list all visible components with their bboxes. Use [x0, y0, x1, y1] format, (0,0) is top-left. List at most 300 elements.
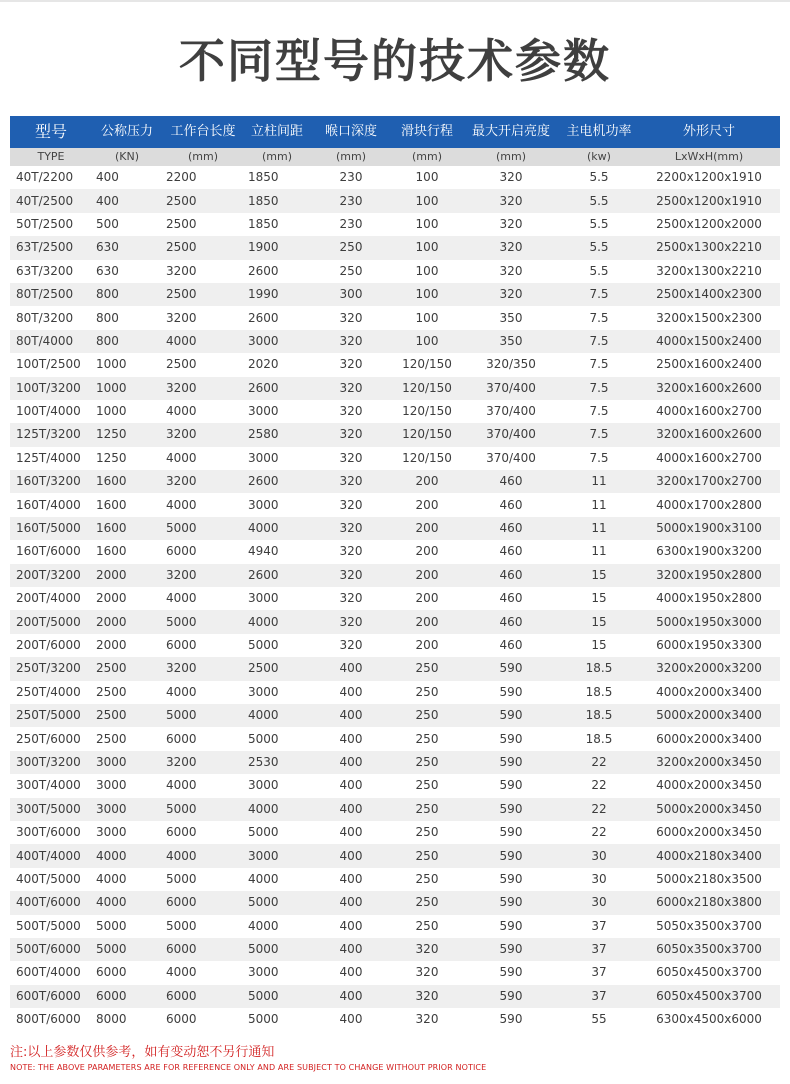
header-max-open-height: 最大开启亮度 [471, 124, 550, 139]
cell-table-length: 4000 [166, 333, 197, 348]
unit-slider-stroke: (mm) [411, 150, 442, 163]
cell-column-spacing: 2600 [248, 380, 279, 395]
cell-model: 300T/4000 [16, 778, 81, 793]
cell-table-length: 2500 [166, 357, 197, 372]
cell-throat-depth: 320 [339, 474, 363, 489]
cell-slider-stroke: 200 [415, 591, 439, 606]
cell-dimensions: 2500x1200x2000 [656, 216, 762, 231]
cell-slider-stroke: 200 [415, 614, 439, 629]
cell-table-length: 2200 [166, 170, 197, 185]
cell-throat-depth: 320 [339, 544, 363, 559]
cell-model: 400T/6000 [16, 895, 81, 910]
cell-dimensions: 6050x3500x3700 [656, 942, 762, 957]
cell-pressure: 1600 [96, 521, 127, 536]
unit-max-open-height: (mm) [495, 150, 526, 163]
cell-motor-power: 37 [591, 942, 607, 957]
cell-pressure: 2500 [96, 708, 127, 723]
footnote-english: NOTE: THE ABOVE PARAMETERS ARE FOR REFERENCE ONLY AND ARE SUBJECT TO CHANGE WITHOUT PRIOR NOTICE [10, 1063, 487, 1072]
top-divider [0, 0, 790, 2]
cell-throat-depth: 400 [339, 778, 363, 793]
table-row [10, 1008, 780, 1031]
cell-max-open-height: 590 [499, 661, 523, 676]
cell-throat-depth: 320 [339, 591, 363, 606]
cell-table-length: 3200 [166, 380, 197, 395]
cell-table-length: 3200 [166, 567, 197, 582]
cell-column-spacing: 2580 [248, 427, 279, 442]
cell-pressure: 3000 [96, 754, 127, 769]
spec-table [10, 116, 780, 1031]
cell-column-spacing: 1900 [248, 240, 279, 255]
cell-motor-power: 22 [591, 825, 607, 840]
cell-slider-stroke: 120/150 [402, 427, 452, 442]
cell-dimensions: 6000x2000x3400 [656, 731, 762, 746]
cell-table-length: 5000 [166, 918, 197, 933]
table-row [10, 353, 780, 376]
cell-dimensions: 2500x1600x2400 [656, 357, 762, 372]
cell-throat-depth: 400 [339, 871, 363, 886]
cell-throat-depth: 400 [339, 848, 363, 863]
cell-dimensions: 2200x1200x1910 [656, 170, 762, 185]
cell-motor-power: 7.5 [589, 380, 609, 395]
table-row [10, 891, 780, 914]
cell-throat-depth: 400 [339, 731, 363, 746]
cell-slider-stroke: 250 [415, 731, 439, 746]
cell-model: 100T/2500 [16, 357, 81, 372]
cell-table-length: 4000 [166, 684, 197, 699]
cell-pressure: 2000 [96, 591, 127, 606]
cell-motor-power: 7.5 [589, 427, 609, 442]
cell-model: 125T/4000 [16, 450, 81, 465]
cell-throat-depth: 400 [339, 708, 363, 723]
cell-dimensions: 3200x1600x2600 [656, 427, 762, 442]
cell-dimensions: 4000x2000x3450 [656, 778, 762, 793]
cell-table-length: 2500 [166, 216, 197, 231]
cell-throat-depth: 400 [339, 918, 363, 933]
cell-throat-depth: 320 [339, 497, 363, 512]
cell-throat-depth: 400 [339, 754, 363, 769]
header-nominal-pressure: 公称压力 [100, 124, 153, 139]
cell-throat-depth: 320 [339, 333, 363, 348]
cell-slider-stroke: 250 [415, 848, 439, 863]
cell-dimensions: 3200x1700x2700 [656, 474, 762, 489]
cell-motor-power: 11 [591, 474, 607, 489]
table-row [10, 540, 780, 563]
table-row [10, 400, 780, 423]
cell-pressure: 6000 [96, 965, 127, 980]
cell-model: 100T/4000 [16, 404, 81, 419]
cell-model: 300T/5000 [16, 801, 81, 816]
cell-max-open-height: 590 [499, 848, 523, 863]
cell-column-spacing: 3000 [248, 404, 279, 419]
cell-motor-power: 11 [591, 544, 607, 559]
cell-slider-stroke: 100 [415, 170, 439, 185]
table-row [10, 657, 780, 680]
cell-motor-power: 5.5 [589, 263, 609, 278]
cell-pressure: 400 [96, 170, 119, 185]
cell-column-spacing: 1990 [248, 287, 279, 302]
cell-slider-stroke: 250 [415, 778, 439, 793]
cell-column-spacing: 2500 [248, 661, 279, 676]
cell-slider-stroke: 120/150 [402, 380, 452, 395]
cell-table-length: 4000 [166, 591, 197, 606]
cell-column-spacing: 2600 [248, 474, 279, 489]
cell-model: 250T/4000 [16, 684, 81, 699]
table-row [10, 961, 780, 984]
cell-motor-power: 7.5 [589, 310, 609, 325]
cell-pressure: 5000 [96, 918, 127, 933]
table-row [10, 587, 780, 610]
cell-column-spacing: 4000 [248, 801, 279, 816]
cell-motor-power: 11 [591, 521, 607, 536]
cell-throat-depth: 400 [339, 965, 363, 980]
cell-column-spacing: 5000 [248, 988, 279, 1003]
header-motor-power: 主电机功率 [566, 124, 632, 139]
table-row [10, 330, 780, 353]
table-row [10, 470, 780, 493]
cell-slider-stroke: 100 [415, 263, 439, 278]
cell-model: 40T/2200 [16, 170, 74, 185]
cell-table-length: 2500 [166, 193, 197, 208]
table-unit-row [10, 148, 780, 166]
cell-slider-stroke: 250 [415, 918, 439, 933]
cell-max-open-height: 590 [499, 684, 523, 699]
cell-dimensions: 6000x2000x3450 [656, 825, 762, 840]
cell-model: 80T/2500 [16, 287, 74, 302]
cell-max-open-height: 320 [499, 263, 523, 278]
cell-slider-stroke: 250 [415, 684, 439, 699]
header-table-length: 工作台长度 [170, 124, 236, 139]
cell-dimensions: 6050x4500x3700 [656, 965, 762, 980]
cell-dimensions: 3200x2000x3200 [656, 661, 762, 676]
cell-dimensions: 5000x1900x3100 [656, 521, 762, 536]
cell-dimensions: 4000x1600x2700 [656, 404, 762, 419]
cell-table-length: 6000 [166, 1012, 197, 1027]
cell-table-length: 5000 [166, 801, 197, 816]
cell-throat-depth: 320 [339, 310, 363, 325]
table-row [10, 306, 780, 329]
table-row [10, 493, 780, 516]
cell-model: 80T/4000 [16, 333, 74, 348]
cell-table-length: 4000 [166, 965, 197, 980]
cell-max-open-height: 320 [499, 216, 523, 231]
cell-max-open-height: 590 [499, 895, 523, 910]
cell-model: 80T/3200 [16, 310, 74, 325]
table-body [10, 166, 780, 1031]
cell-column-spacing: 5000 [248, 825, 279, 840]
cell-throat-depth: 230 [339, 170, 363, 185]
cell-pressure: 5000 [96, 942, 127, 957]
cell-column-spacing: 2600 [248, 263, 279, 278]
cell-column-spacing: 1850 [248, 216, 279, 231]
cell-slider-stroke: 250 [415, 801, 439, 816]
cell-slider-stroke: 100 [415, 333, 439, 348]
cell-pressure: 8000 [96, 1012, 127, 1027]
cell-table-length: 2500 [166, 287, 197, 302]
cell-motor-power: 30 [591, 871, 607, 886]
cell-slider-stroke: 250 [415, 895, 439, 910]
cell-model: 250T/3200 [16, 661, 81, 676]
cell-table-length: 5000 [166, 708, 197, 723]
cell-column-spacing: 2600 [248, 310, 279, 325]
cell-max-open-height: 320 [499, 193, 523, 208]
cell-column-spacing: 3000 [248, 684, 279, 699]
cell-column-spacing: 5000 [248, 638, 279, 652]
cell-model: 600T/4000 [16, 965, 81, 980]
cell-motor-power: 7.5 [589, 450, 609, 465]
table-row [10, 166, 780, 189]
cell-slider-stroke: 320 [415, 942, 439, 957]
cell-model: 160T/6000 [16, 544, 81, 559]
cell-model: 500T/5000 [16, 918, 81, 933]
cell-throat-depth: 400 [339, 801, 363, 816]
cell-model: 200T/5000 [16, 614, 81, 629]
cell-model: 600T/6000 [16, 988, 81, 1003]
table-row [10, 423, 780, 446]
cell-table-length: 6000 [166, 942, 197, 957]
header-column-spacing: 立柱间距 [250, 124, 303, 139]
table-row [10, 189, 780, 212]
table-row [10, 938, 780, 961]
cell-throat-depth: 320 [339, 638, 363, 652]
table-row [10, 704, 780, 727]
cell-dimensions: 3200x1500x2300 [656, 310, 762, 325]
cell-motor-power: 18.5 [585, 708, 613, 723]
cell-max-open-height: 320/350 [486, 357, 536, 372]
table-row [10, 844, 780, 867]
cell-pressure: 4000 [96, 895, 127, 910]
cell-model: 500T/6000 [16, 942, 81, 957]
cell-column-spacing: 2020 [248, 357, 279, 372]
cell-throat-depth: 320 [339, 450, 363, 465]
cell-pressure: 3000 [96, 825, 127, 840]
cell-table-length: 2500 [166, 240, 197, 255]
cell-max-open-height: 460 [499, 497, 523, 512]
cell-pressure: 2500 [96, 731, 127, 746]
cell-max-open-height: 460 [499, 521, 523, 536]
cell-pressure: 630 [96, 263, 119, 278]
cell-max-open-height: 320 [499, 240, 523, 255]
cell-motor-power: 7.5 [589, 287, 609, 302]
table-row [10, 681, 780, 704]
cell-slider-stroke: 120/150 [402, 450, 452, 465]
cell-model: 63T/3200 [16, 263, 74, 278]
cell-column-spacing: 3000 [248, 965, 279, 980]
cell-throat-depth: 400 [339, 988, 363, 1003]
cell-table-length: 5000 [166, 614, 197, 629]
cell-table-length: 3200 [166, 661, 197, 676]
cell-table-length: 6000 [166, 544, 197, 559]
cell-table-length: 6000 [166, 895, 197, 910]
cell-dimensions: 2500x1200x1910 [656, 193, 762, 208]
cell-table-length: 6000 [166, 825, 197, 840]
cell-max-open-height: 370/400 [486, 380, 536, 395]
cell-table-length: 4000 [166, 450, 197, 465]
cell-motor-power: 7.5 [589, 333, 609, 348]
cell-max-open-height: 590 [499, 708, 523, 723]
cell-motor-power: 7.5 [589, 404, 609, 419]
cell-table-length: 6000 [166, 638, 197, 652]
cell-model: 160T/5000 [16, 521, 81, 536]
cell-throat-depth: 400 [339, 684, 363, 699]
unit-motor-power: (kw) [587, 150, 611, 163]
cell-motor-power: 37 [591, 965, 607, 980]
cell-motor-power: 22 [591, 778, 607, 793]
cell-slider-stroke: 200 [415, 638, 439, 652]
table-row [10, 260, 780, 283]
cell-pressure: 6000 [96, 988, 127, 1003]
cell-table-length: 3200 [166, 310, 197, 325]
cell-column-spacing: 3000 [248, 778, 279, 793]
cell-max-open-height: 460 [499, 474, 523, 489]
cell-slider-stroke: 200 [415, 544, 439, 559]
cell-throat-depth: 400 [339, 825, 363, 840]
cell-table-length: 4000 [166, 778, 197, 793]
cell-model: 125T/3200 [16, 427, 81, 442]
table-row [10, 377, 780, 400]
cell-dimensions: 5000x2000x3400 [656, 708, 762, 723]
cell-column-spacing: 3000 [248, 848, 279, 863]
cell-column-spacing: 1850 [248, 193, 279, 208]
table-row [10, 447, 780, 470]
cell-dimensions: 2500x1400x2300 [656, 287, 762, 302]
cell-max-open-height: 590 [499, 1012, 523, 1027]
cell-slider-stroke: 250 [415, 871, 439, 886]
cell-motor-power: 22 [591, 801, 607, 816]
cell-table-length: 5000 [166, 521, 197, 536]
cell-column-spacing: 5000 [248, 1012, 279, 1027]
unit-pressure: (KN) [114, 150, 140, 163]
cell-throat-depth: 400 [339, 942, 363, 957]
cell-slider-stroke: 250 [415, 708, 439, 723]
cell-max-open-height: 460 [499, 544, 523, 559]
cell-dimensions: 4000x1600x2700 [656, 450, 762, 465]
cell-max-open-height: 460 [499, 567, 523, 582]
cell-motor-power: 15 [591, 591, 607, 606]
cell-pressure: 1600 [96, 497, 127, 512]
cell-throat-depth: 250 [339, 240, 363, 255]
cell-table-length: 3200 [166, 263, 197, 278]
cell-motor-power: 15 [591, 567, 607, 582]
table-row [10, 283, 780, 306]
cell-model: 40T/2500 [16, 193, 74, 208]
cell-slider-stroke: 250 [415, 754, 439, 769]
cell-pressure: 2000 [96, 638, 127, 652]
table-row [10, 634, 780, 657]
cell-model: 200T/6000 [16, 638, 81, 652]
unit-column-spacing: (mm) [261, 150, 292, 163]
unit-throat-depth: (mm) [335, 150, 366, 163]
cell-table-length: 3200 [166, 474, 197, 489]
cell-table-length: 6000 [166, 988, 197, 1003]
cell-pressure: 1000 [96, 404, 127, 419]
cell-motor-power: 5.5 [589, 216, 609, 231]
cell-model: 250T/5000 [16, 708, 81, 723]
cell-dimensions: 5000x2180x3500 [656, 871, 762, 886]
cell-max-open-height: 590 [499, 731, 523, 746]
cell-dimensions: 3200x1300x2210 [656, 263, 762, 278]
cell-pressure: 1000 [96, 380, 127, 395]
cell-dimensions: 3200x1600x2600 [656, 380, 762, 395]
cell-throat-depth: 320 [339, 427, 363, 442]
cell-dimensions: 6300x1900x3200 [656, 544, 762, 559]
cell-table-length: 4000 [166, 404, 197, 419]
cell-max-open-height: 460 [499, 614, 523, 629]
cell-pressure: 3000 [96, 778, 127, 793]
page-title: 不同型号的技术参数 [179, 34, 611, 88]
cell-column-spacing: 4940 [248, 544, 279, 559]
cell-slider-stroke: 200 [415, 567, 439, 582]
cell-model: 200T/4000 [16, 591, 81, 606]
cell-motor-power: 37 [591, 918, 607, 933]
cell-pressure: 2500 [96, 661, 127, 676]
header-throat-depth: 喉口深度 [324, 124, 377, 139]
cell-motor-power: 11 [591, 497, 607, 512]
cell-max-open-height: 590 [499, 942, 523, 957]
cell-column-spacing: 5000 [248, 895, 279, 910]
cell-model: 300T/3200 [16, 754, 81, 769]
cell-table-length: 3200 [166, 427, 197, 442]
cell-column-spacing: 4000 [248, 918, 279, 933]
cell-pressure: 630 [96, 240, 119, 255]
cell-throat-depth: 320 [339, 357, 363, 372]
cell-slider-stroke: 200 [415, 474, 439, 489]
unit-model: TYPE [37, 150, 65, 163]
cell-max-open-height: 590 [499, 778, 523, 793]
cell-motor-power: 18.5 [585, 661, 613, 676]
cell-pressure: 1600 [96, 474, 127, 489]
cell-table-length: 3200 [166, 754, 197, 769]
cell-throat-depth: 230 [339, 216, 363, 231]
cell-pressure: 500 [96, 216, 119, 231]
table-row [10, 774, 780, 797]
table-row [10, 985, 780, 1008]
cell-slider-stroke: 100 [415, 310, 439, 325]
cell-pressure: 400 [96, 193, 119, 208]
cell-throat-depth: 320 [339, 521, 363, 536]
cell-throat-depth: 400 [339, 895, 363, 910]
cell-max-open-height: 370/400 [486, 450, 536, 465]
table-row [10, 610, 780, 633]
cell-slider-stroke: 200 [415, 497, 439, 512]
table-row [10, 751, 780, 774]
cell-dimensions: 5000x2000x3450 [656, 801, 762, 816]
cell-model: 160T/3200 [16, 474, 81, 489]
cell-motor-power: 30 [591, 848, 607, 863]
cell-pressure: 2500 [96, 684, 127, 699]
cell-pressure: 1250 [96, 450, 127, 465]
cell-model: 400T/4000 [16, 848, 81, 863]
cell-column-spacing: 4000 [248, 614, 279, 629]
table-row [10, 727, 780, 750]
cell-column-spacing: 3000 [248, 450, 279, 465]
cell-column-spacing: 3000 [248, 497, 279, 512]
table-row [10, 798, 780, 821]
cell-motor-power: 15 [591, 614, 607, 629]
cell-dimensions: 6000x2180x3800 [656, 895, 762, 910]
cell-model: 250T/6000 [16, 731, 81, 746]
cell-dimensions: 6050x4500x3700 [656, 988, 762, 1003]
cell-table-length: 6000 [166, 731, 197, 746]
cell-table-length: 4000 [166, 497, 197, 512]
footnote [10, 1044, 780, 1074]
cell-max-open-height: 350 [499, 310, 523, 325]
unit-dimensions: LxWxH(mm) [674, 150, 744, 163]
cell-dimensions: 3200x1950x2800 [656, 567, 762, 582]
cell-table-length: 4000 [166, 848, 197, 863]
cell-slider-stroke: 100 [415, 216, 439, 231]
cell-throat-depth: 320 [339, 404, 363, 419]
cell-pressure: 3000 [96, 801, 127, 816]
